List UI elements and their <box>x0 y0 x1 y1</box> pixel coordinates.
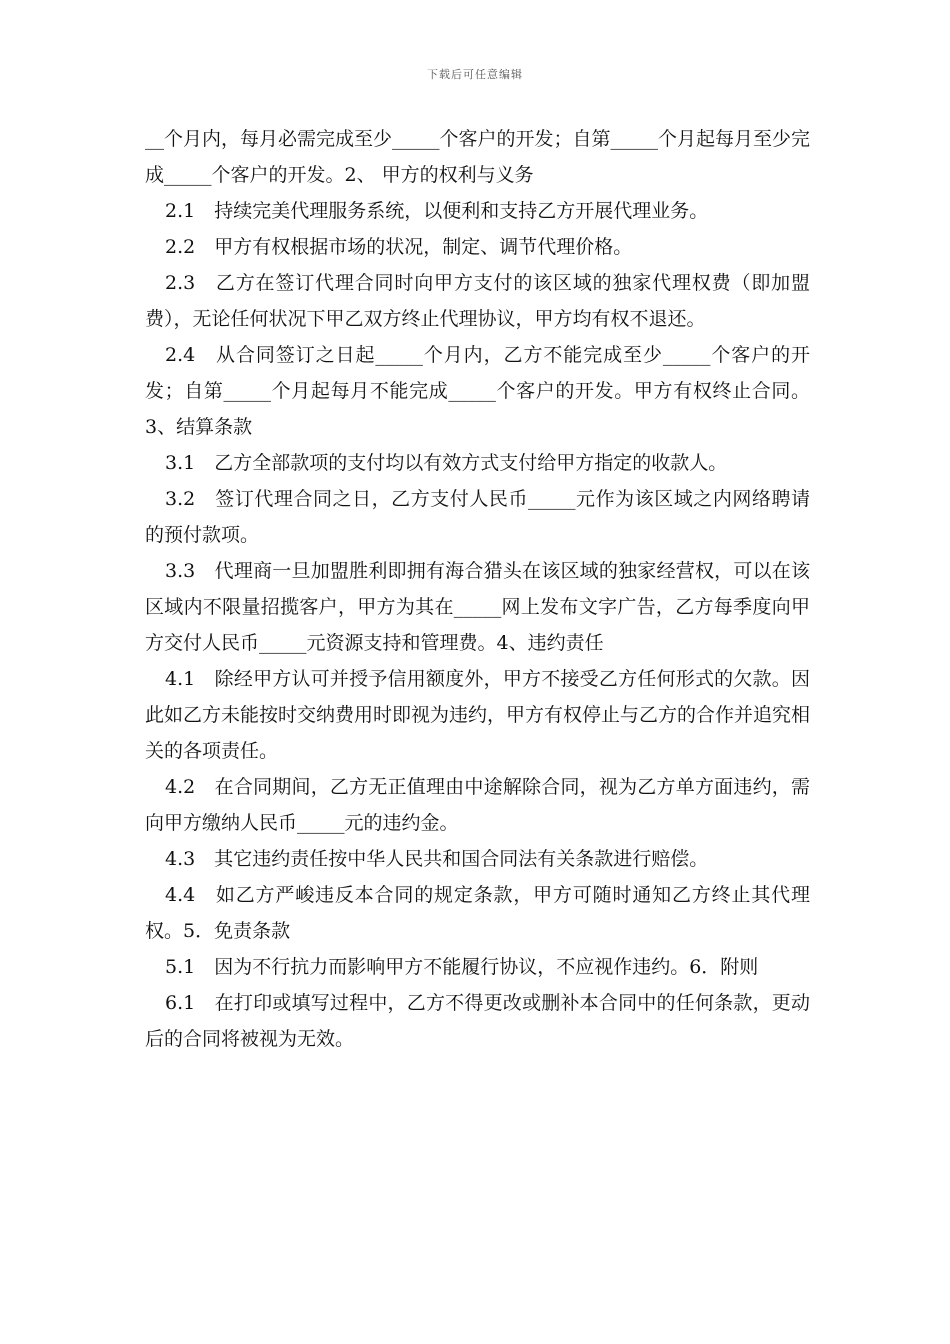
clause-6-1: 6.1 在打印或填写过程中，乙方不得更改或删补本合同中的任何条款，更动后的合同将被视为无效。 <box>145 992 810 1050</box>
clause-5-1: 5.1 因为不行抗力而影响甲方不能履行协议，不应视作违约。6．附则 <box>165 956 759 978</box>
document-body <box>145 121 810 1057</box>
clause-2-2: 2.2 甲方有权根据市场的状况，制定、调节代理价格。 <box>165 236 633 258</box>
clause-4-2: 4.2 在合同期间，乙方无正值理由中途解除合同，视为乙方单方面违约，需向甲方缴纳人民币_____元的违约金。 <box>145 776 810 834</box>
paragraph-intro: __个月内，每月必需完成至少_____个客户的开发；自第_____个月起每月至少完成_____个客户的开发。2、 甲方的权利与义务 <box>145 128 811 186</box>
clause-2-3: 2.3 乙方在签订代理合同时向甲方支付的该区域的独家代理权费（即加盟费），无论任何状况下甲乙双方终止代理协议，甲方均有权不退还。 <box>145 272 810 330</box>
clause-4-1: 4.1 除经甲方认可并授予信用额度外，甲方不接受乙方任何形式的欠款。因此如乙方未能按时交纳费用时即视为违约，甲方有权停止与乙方的合作并追究相关的各项责任。 <box>145 668 811 762</box>
clause-3-2: 3.2 签订代理合同之日，乙方支付人民币_____元作为该区域之内网络聘请的预付款项。 <box>145 488 810 546</box>
clause-3-1: 3.1 乙方全部款项的支付均以有效方式支付给甲方指定的收款人。 <box>165 452 728 474</box>
page-header: 下载后可任意编辑 <box>427 68 523 81</box>
clause-4-3: 4.3 其它违约责任按中华人民共和国合同法有关条款进行赔偿。 <box>165 848 709 870</box>
clause-2-4: 2.4 从合同签订之日起_____个月内，乙方不能完成至少_____个客户的开发；自第_____个月起每月不能完成_____个客户的开发。甲方有权终止合同。3、结算条款 <box>145 344 810 438</box>
clause-3-3: 3.3 代理商一旦加盟胜利即拥有海合猎头在该区域的独家经营权，可以在该区域内不限量招揽客户，甲方为其在_____网上发布文字广告，乙方每季度向甲方交付人民币_____元资源支持和管理费。4、违约责任 <box>145 560 810 654</box>
clause-2-1: 2.1 持续完美代理服务系统，以便利和支持乙方开展代理业务。 <box>165 200 709 222</box>
clause-4-4: 4.4 如乙方严峻违反本合同的规定条款，甲方可随时通知乙方终止其代理权。5．免责条款 <box>145 884 810 942</box>
